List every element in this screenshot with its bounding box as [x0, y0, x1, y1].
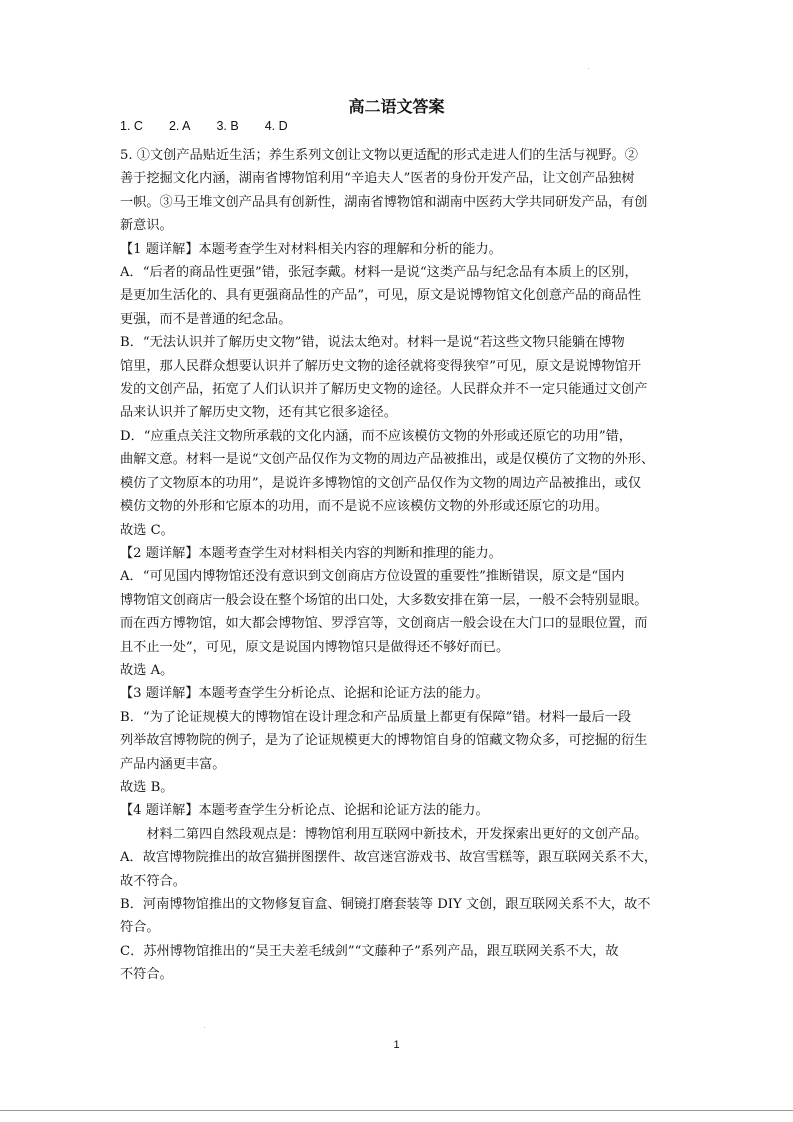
text-line: 曲解文意。材料一是说“文创产品仅作为文物的周边产品被推出，或是仅模仿了文物的外形、: [120, 452, 655, 468]
text-line: 善于挖掘文化内涵，湖南省博物馆利用“辛追夫人”医者的身份开发产品，让文创产品独树: [120, 171, 635, 187]
text-line: 【4 题详解】本题考查学生分析论点、论据和论证方法的能力。: [120, 803, 489, 819]
text-line: 更强，而不是普通的纪念品。: [120, 311, 292, 327]
text-line: 故选 C。: [120, 522, 174, 538]
text-line: 故选 A。: [120, 662, 174, 678]
answer-explanations: [120, 144, 674, 987]
text-line: 是更加生活化的、具有更强商品性的产品”，可见，原文是说博物馆文化创意产品的商品性: [120, 288, 642, 304]
text-line: 不符合。: [120, 967, 173, 983]
text-line: 【2 题详解】本题考查学生对材料相关内容的判断和推理的能力。: [120, 545, 502, 561]
answer-1: 1. C: [120, 119, 143, 133]
text-line: 馆里，那人民群众想要认识并了解历史文物的途径就将变得狭窄”可见，原文是说博物馆开: [120, 358, 642, 374]
text-line: 故不符合。: [120, 873, 186, 889]
text-line: A．故宫博物院推出的故宫猫拼图摆件、故宫迷宫游戏书、故宫雪糕等，跟互联网关系不大，: [120, 850, 658, 866]
text-line: 列举故宫博物院的例子，是为了论证规模更大的博物馆自身的馆藏文物众多，可挖掘的衍生: [120, 733, 648, 749]
page-bottom-rule: [0, 1110, 793, 1111]
text-line: 一帜。③马王堆文创产品具有创新性，湖南省博物馆和湖南中医药大学共同研发产品，有创: [120, 194, 648, 210]
page-number: 1: [393, 1039, 400, 1051]
text-line: 品来认识并了解历史文物，还有其它很多途径。: [120, 405, 397, 421]
text-line: B．“无法认识并了解历史文物”错，说法太绝对。材料一是说“若这些文物只能躺在博物: [120, 335, 625, 351]
text-line: D．“应重点关注文物所承载的文化内涵，而不应该模仿文物的外形或还原它的功用”错，: [120, 428, 632, 444]
text-line: A．“后者的商品性更强”错，张冠李戴。材料一是说“这类产品与纪念品有本质上的区别，: [120, 265, 638, 281]
page-title: 高二语文答案: [348, 97, 445, 116]
text-line: C．苏州博物馆推出的“吴王夫差毛绒剑”“文藤种子”系列产品，跟互联网关系不大，故: [120, 943, 619, 959]
text-line: 故选 B。: [120, 779, 174, 795]
answer-2: 2. A: [168, 119, 191, 133]
text-line: 材料二第四自然段观点是：博物馆利用互联网中新技术，开发探索出更好的文创产品。: [120, 826, 648, 842]
text-line: 符合。: [120, 920, 160, 936]
text-line: 5. ①文创产品贴近生活；养生系列文创让文物以更适配的形式走进人们的生活与视野。②: [120, 148, 638, 163]
answer-key: [120, 119, 314, 133]
text-line: 博物馆文创商店一般会设在整个场馆的出口处，大多数安排在第一层，一般不会特别显眼。: [120, 592, 648, 608]
answer-3: 3. B: [216, 119, 239, 133]
text-line: B．“为了论证规模大的博物馆在设计理念和产品质量上都更有保障”错。材料一最后一段: [120, 709, 632, 725]
text-line: 且不止一处”，可见，原文是说国内博物馆只是做得还不够好而已。: [120, 639, 510, 655]
text-line: 新意识。: [120, 218, 173, 234]
speck: [588, 68, 589, 69]
speck: [204, 1027, 205, 1028]
text-line: 【3 题详解】本题考查学生分析论点、论据和论证方法的能力。: [120, 686, 489, 702]
text-line: 而在西方博物馆，如大都会博物馆、罗浮宫等，文创商店一般会设在大门口的显眼位置，而: [120, 616, 648, 632]
text-line: 【1 题详解】本题考查学生对材料相关内容的理解和分析的能力。: [120, 241, 502, 257]
text-line: 模仿了文物原本的功用”，是说许多博物馆的文创产品仅作为文物的周边产品被推出，或仅: [120, 475, 642, 491]
text-line: A．“可见国内博物馆还没有意识到文创商店方位设置的重要性”推断错误，原文是“国内: [120, 569, 625, 585]
text-line: B．河南博物馆推出的文物修复盲盒、铜镜打磨套装等 DIY 文创，跟互联网关系不大，故不: [120, 897, 651, 912]
text-line: 发的文创产品，拓宽了人们认识并了解历史文物的途径。人民群众并不一定只能通过文创产: [120, 382, 648, 398]
text-line: 产品内涵更丰富。: [120, 756, 226, 772]
text-line: 模仿文物的外形和它原本的功用，而不是说不应该模仿文物的外形或还原它的功用。: [120, 499, 608, 515]
answer-4: 4. D: [264, 119, 288, 133]
